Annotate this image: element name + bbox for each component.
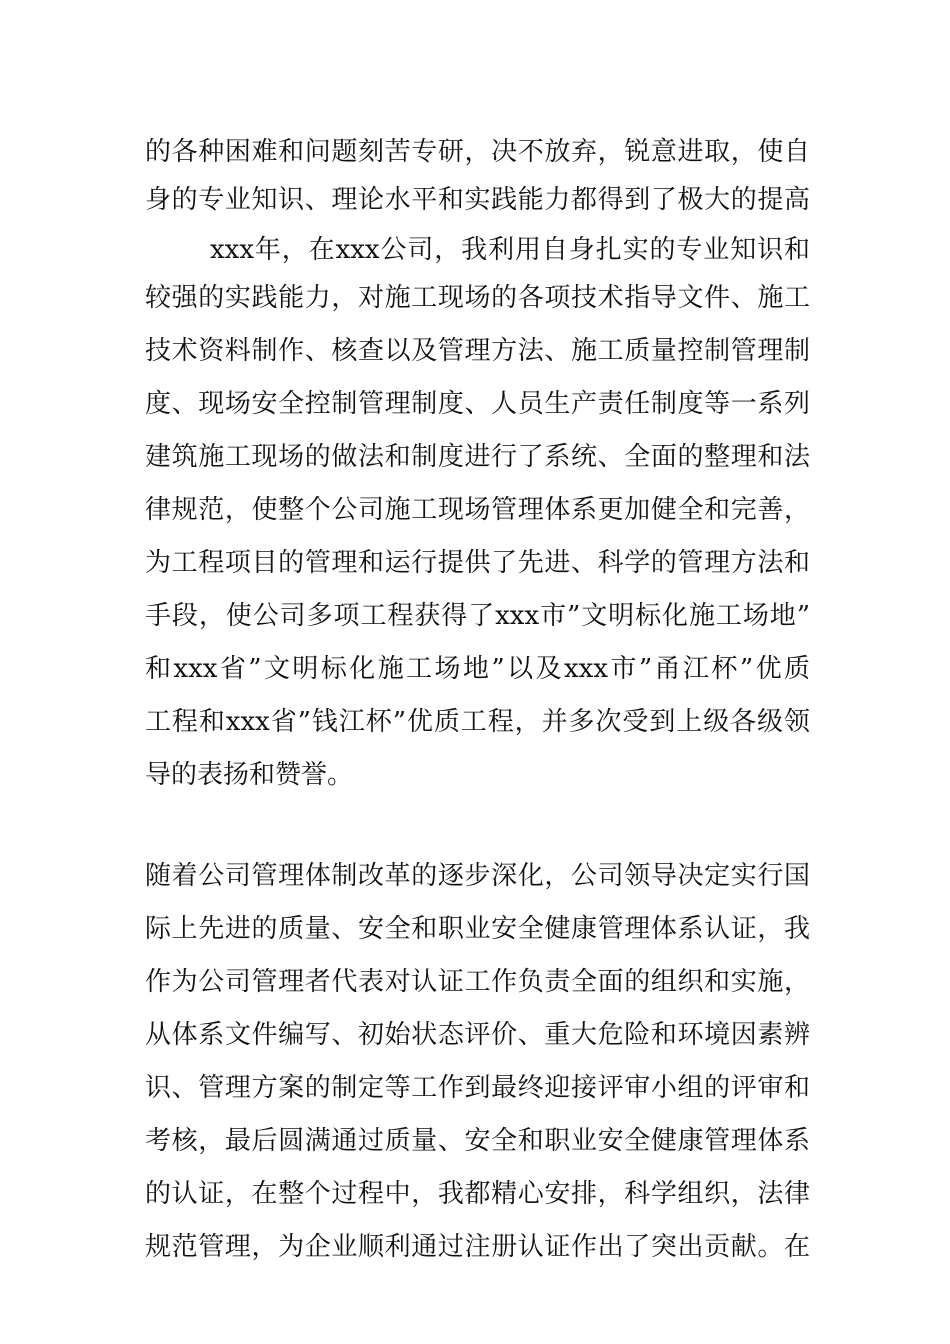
paragraph-2-line-11: 导的表扬和赞誉。 <box>145 760 354 790</box>
paragraph-3-line-1: 随着公司管理体制改革的逐步深化，公司领导决定实行国 <box>145 861 810 891</box>
paragraph-3-line-4: 从体系文件编写、初始状态评价、重大危险和环境因素辨 <box>145 1020 810 1050</box>
paragraph-2-line-2: 较强的实践能力，对施工现场的各项技术指导文件、施工 <box>145 283 810 313</box>
paragraph-2-line-10: 工程和xxx省”钱江杯”优质工程，并多次受到上级各级领 <box>145 707 810 737</box>
paragraph-2-line-1: xxx年，在xxx公司，我利用自身扎实的专业知识和 <box>210 235 810 265</box>
paragraph-2-line-8: 手段，使公司多项工程获得了xxx市”文明标化施工场地” <box>145 601 810 631</box>
paragraph-1-line-1: 的各种困难和问题刻苦专研，决不放弃，锐意进取，使自 <box>145 137 810 167</box>
paragraph-3-line-6: 考核，最后圆满通过质量、安全和职业安全健康管理体系 <box>145 1126 810 1156</box>
paragraph-3-line-2: 际上先进的质量、安全和职业安全健康管理体系认证，我 <box>145 914 810 944</box>
paragraph-3-line-5: 识、管理方案的制定等工作到最终迎接评审小组的评审和 <box>145 1073 810 1103</box>
paragraph-2-line-7: 为工程项目的管理和运行提供了先进、科学的管理方法和 <box>145 548 810 578</box>
paragraph-2-line-4: 度、现场安全控制管理制度、人员生产责任制度等一系列 <box>145 389 810 419</box>
paragraph-3-line-8: 规范管理，为企业顺利通过注册认证作出了突出贡献。在 <box>145 1232 810 1262</box>
paragraph-2-line-9: 和xxx省”文明标化施工场地”以及xxx市”甬江杯”优质 <box>145 654 810 684</box>
paragraph-1-line-2: 身的专业知识、理论水平和实践能力都得到了极大的提高 <box>145 185 810 215</box>
paragraph-3-line-3: 作为公司管理者代表对认证工作负责全面的组织和实施， <box>145 967 810 997</box>
paragraph-3-line-7: 的认证，在整个过程中，我都精心安排，科学组织，法律 <box>145 1179 810 1209</box>
paragraph-2-line-5: 建筑施工现场的做法和制度进行了系统、全面的整理和法 <box>145 442 810 472</box>
paragraph-2-line-6: 律规范，使整个公司施工现场管理体系更加健全和完善， <box>145 495 810 525</box>
paragraph-2-line-3: 技术资料制作、核查以及管理方法、施工质量控制管理制 <box>145 336 810 366</box>
